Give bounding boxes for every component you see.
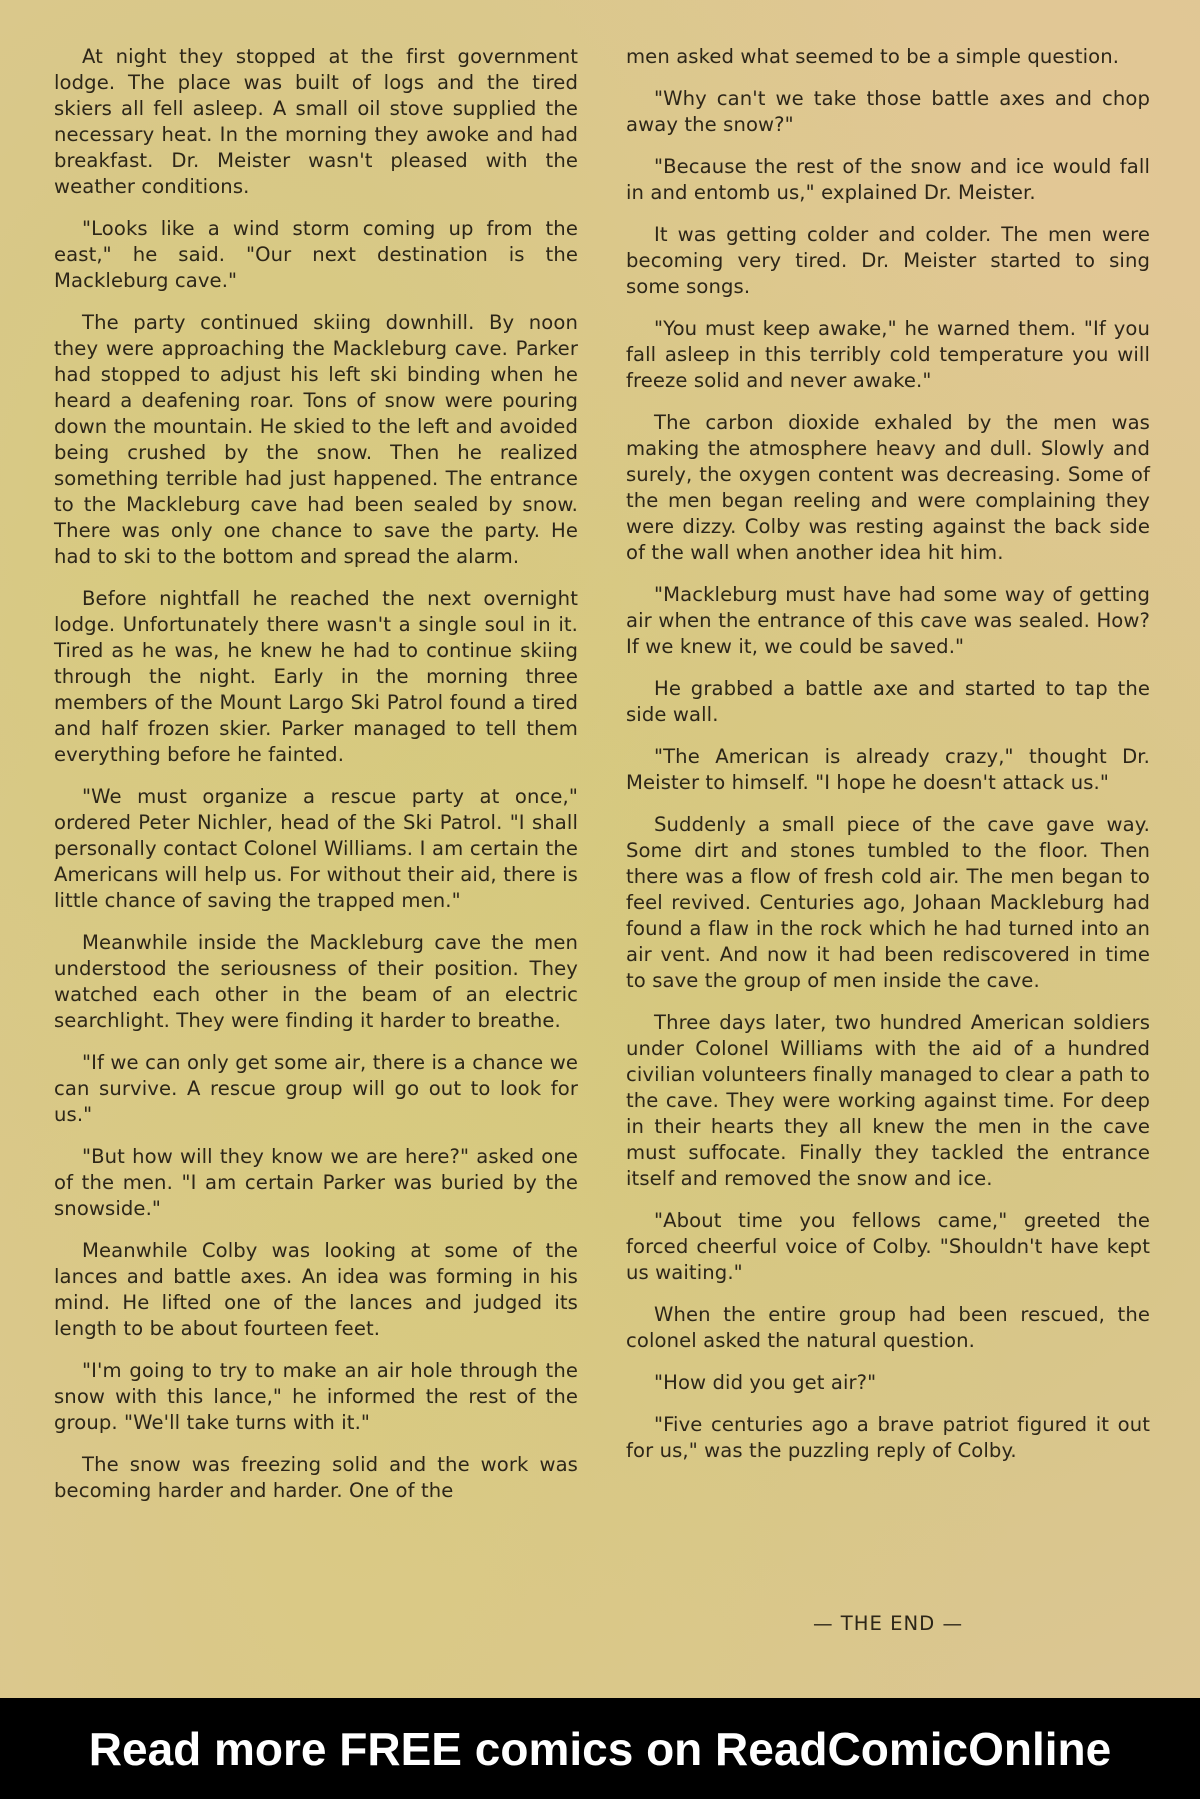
story-paragraph: Before nightfall he reached the next overnight lodge. Unfortunately there wasn't a single soul in it. Tired as he was, he knew he had to continue skiing through the night. Early in the morning three members of the Mount Largo Ski Patrol found a tired and half frozen skier. Parker managed to tell them everything before he fainted. <box>54 587 578 766</box>
story-paragraph: "How did you get air?" <box>654 1371 877 1394</box>
story-paragraph: The snow was freezing solid and the work was becoming harder and harder. One of the <box>54 1453 578 1502</box>
story-paragraph: "Looks like a wind storm coming up from the east," he said. "Our next destination is the Mackleburg cave." <box>54 217 578 292</box>
story-paragraph: Three days later, two hundred American soldiers under Colonel Williams with the aid of a hundred civilian volunteers finally managed to clear a path to the cave. They were working against time. For deep in their hearts they all knew the men in the cave must suffocate. Finally they tackled the entrance itself and removed the snow and ice. <box>626 1011 1150 1190</box>
the-end-mark: — THE END — <box>812 1612 964 1635</box>
story-paragraph: "Why can't we take those battle axes and chop away the snow?" <box>626 87 1150 136</box>
story-paragraph: "Mackleburg must have had some way of getting air when the entrance of this cave was sealed. How? If we knew it, we could be saved." <box>626 583 1150 658</box>
story-paragraph: "Five centuries ago a brave patriot figured it out for us," was the puzzling reply of Colby. <box>626 1413 1150 1462</box>
story-paragraph: "I'm going to try to make an air hole through the snow with this lance," he informed the rest of the group. "We'll take turns with it." <box>54 1359 578 1434</box>
story-paragraph: Suddenly a small piece of the cave gave way. Some dirt and stones tumbled to the floor. Then there was a flow of fresh cold air. The men began to feel revived. Centuries ago, Johaan Mackleburg had found a flaw in the rock which he had turned into an air vent. And now it had been rediscovered in time to save the group of men inside the cave. <box>626 813 1150 992</box>
story-paragraph-continuation: men asked what seemed to be a simple question. <box>626 45 1120 68</box>
story-paragraph: "You must keep awake," he warned them. "If you fall asleep in this terribly cold temperature you will freeze solid and never awake." <box>626 317 1150 392</box>
story-paragraph: "Because the rest of the snow and ice would fall in and entomb us," explained Dr. Meister. <box>626 155 1150 204</box>
story-paragraph: He grabbed a battle axe and started to tap the side wall. <box>626 677 1150 726</box>
promo-banner-text[interactable]: Read more FREE comics on ReadComicOnline <box>88 1722 1112 1775</box>
story-paragraph: "But how will they know we are here?" asked one of the men. "I am certain Parker was buried by the snowside." <box>54 1145 578 1220</box>
story-paragraph: "If we can only get some air, there is a chance we can survive. A rescue group will go out to look for us." <box>54 1051 578 1126</box>
story-paragraph: The party continued skiing downhill. By noon they were approaching the Mackleburg cave. Parker had stopped to adjust his left ski binding when he heard a deafening roar. Tons of snow were pouring down the mountain. He skied to the left and avoided being crushed by the snow. Then he realized something terrible had just happened. The entrance to the Mackleburg cave had been sealed by snow. There was only one chance to save the party. He had to ski to the bottom and spread the alarm. <box>54 311 578 568</box>
story-paragraph: "The American is already crazy," thought Dr. Meister to himself. "I hope he doesn't attack us." <box>626 745 1150 794</box>
story-paragraph: When the entire group had been rescued, the colonel asked the natural question. <box>626 1303 1150 1352</box>
story-paragraph: Meanwhile Colby was looking at some of the lances and battle axes. An idea was forming in his mind. He lifted one of the lances and judged its length to be about fourteen feet. <box>54 1239 578 1340</box>
story-paragraph: Meanwhile inside the Mackleburg cave the men understood the seriousness of their position. They watched each other in the beam of an electric searchlight. They were finding it harder to breathe. <box>54 931 578 1032</box>
story-column-left <box>54 44 578 1520</box>
story-paragraph: "We must organize a rescue party at once," ordered Peter Nichler, head of the Ski Patrol. "I shall personally contact Colonel Williams. I am certain the Americans will help us. For without their aid, there is little chance of saving the trapped men." <box>54 785 578 912</box>
story-paragraph: The carbon dioxide exhaled by the men was making the atmosphere heavy and dull. Slowly and surely, the oxygen content was decreasing. Some of the men began reeling and were complaining they were dizzy. Colby was resting against the back side of the wall when another idea hit him. <box>626 411 1150 564</box>
story-paragraph: "About time you fellows came," greeted the forced cheerful voice of Colby. "Shouldn't have kept us waiting." <box>626 1209 1150 1284</box>
promo-banner[interactable] <box>0 1698 1200 1799</box>
story-paragraph: At night they stopped at the first government lodge. The place was built of logs and the tired skiers all fell asleep. A small oil stove supplied the necessary heat. In the morning they awoke and had breakfast. Dr. Meister wasn't pleased with the weather conditions. <box>54 45 578 198</box>
story-paragraph: It was getting colder and colder. The men were becoming very tired. Dr. Meister started to sing some songs. <box>626 223 1150 298</box>
story-column-right <box>626 44 1150 1480</box>
